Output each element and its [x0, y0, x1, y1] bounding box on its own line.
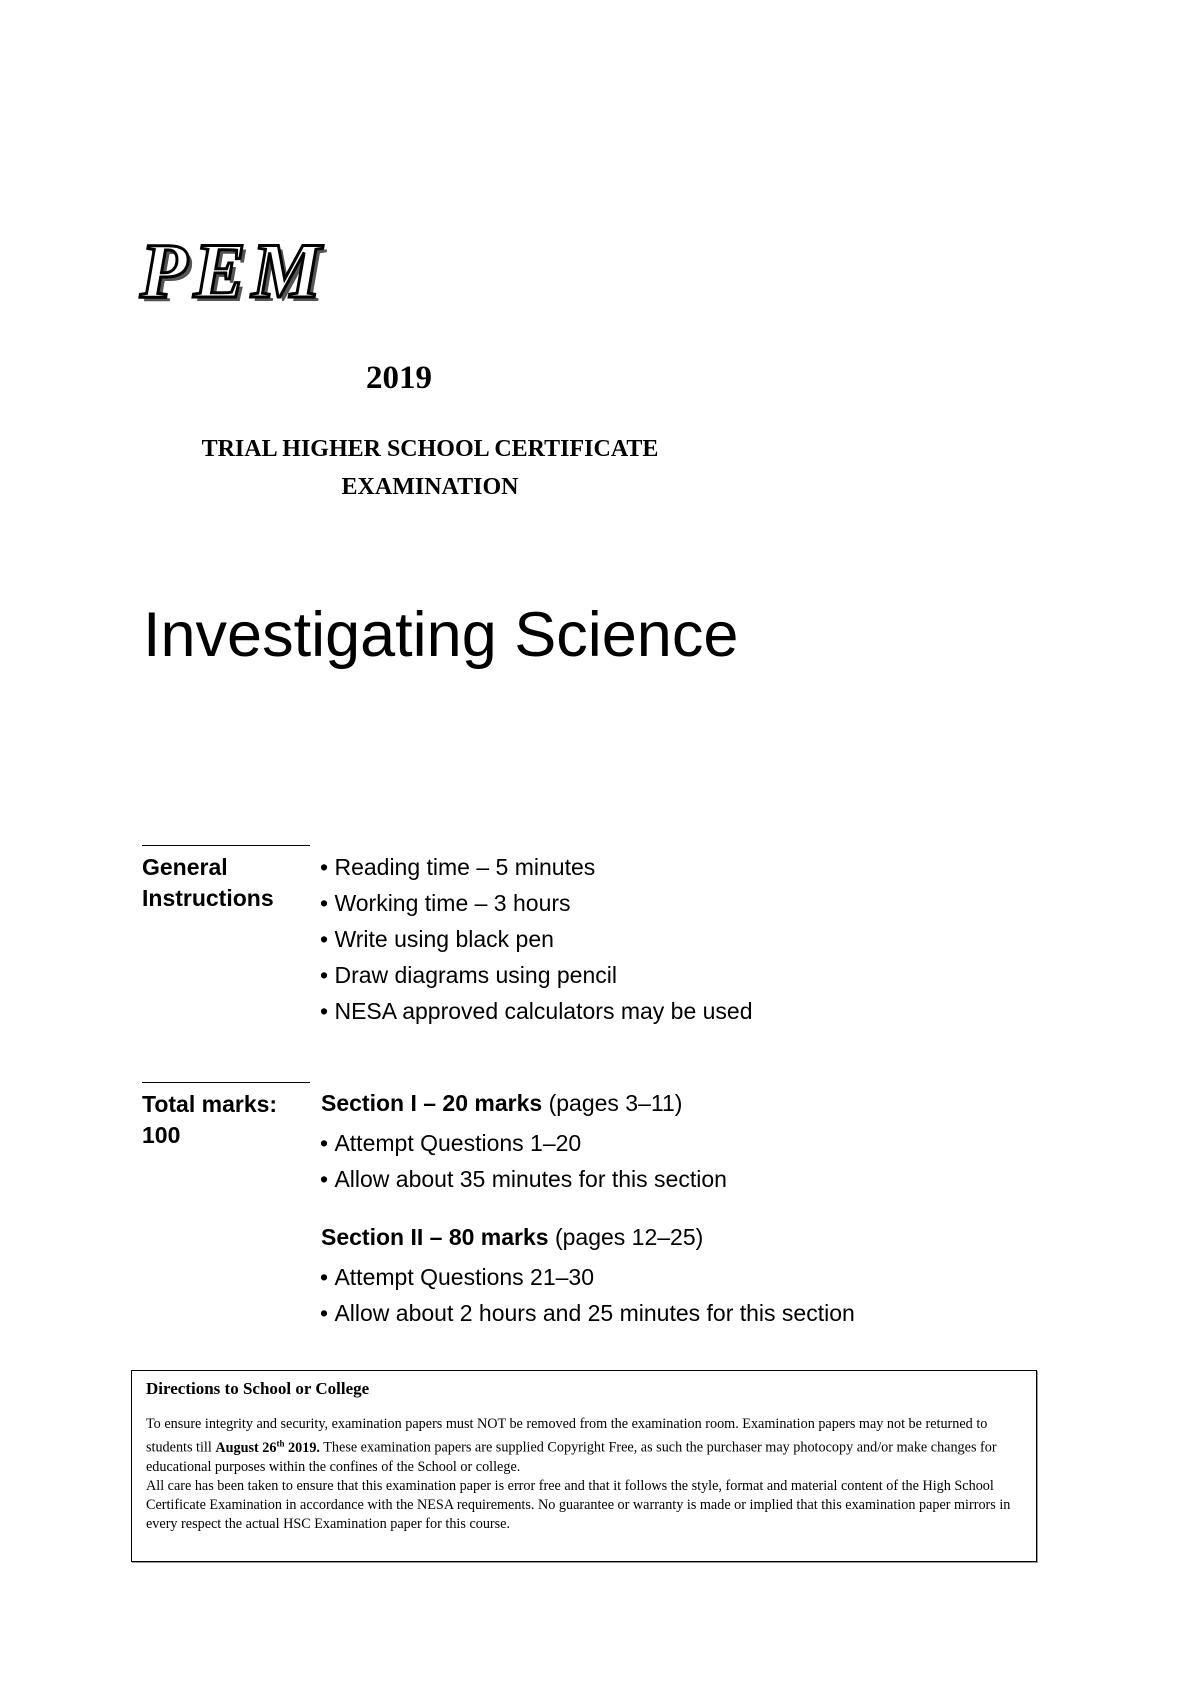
instruction-item: • Draw diagrams using pencil: [320, 957, 753, 993]
directions-paragraph-2: All care has been taken to ensure that this examination paper is error free and that it follows the style, format and material content of the High School Certificate Examination in accordance with the NESA requirements. No guarantee or warranty is made or implied that this examination paper mirrors in every respect the actual HSC Examination paper for this course.: [146, 1477, 1011, 1532]
directions-title: Directions to School or College: [146, 1379, 370, 1398]
exam-title: [150, 430, 710, 506]
instruction-item: • Working time – 3 hours: [320, 885, 753, 921]
general-instructions-rule: [142, 845, 310, 846]
section-1-item: • Allow about 35 minutes for this section: [320, 1161, 727, 1197]
total-marks-rule: [142, 1082, 310, 1083]
subject-title: Investigating Science: [143, 600, 739, 670]
exam-title-line2: EXAMINATION: [341, 474, 519, 500]
directions-box: [131, 1370, 1037, 1562]
section-2-list: [320, 1259, 855, 1331]
section-1-pages: (pages 3–11): [548, 1090, 683, 1116]
section-2-item: • Attempt Questions 21–30: [320, 1259, 855, 1295]
exam-title-line1: TRIAL HIGHER SCHOOL CERTIFICATE: [201, 436, 659, 462]
section-2-title: Section II – 80 marks: [321, 1224, 549, 1250]
section-2-item: • Allow about 2 hours and 25 minutes for this section: [320, 1295, 855, 1331]
section-1-title: Section I – 20 marks: [321, 1090, 543, 1116]
instruction-item: • NESA approved calculators may be used: [320, 993, 753, 1029]
section-2-pages: (pages 12–25): [554, 1224, 704, 1250]
total-marks-label-line2: 100: [142, 1122, 181, 1148]
pem-logo-text: PEM: [140, 227, 328, 314]
section-2-heading: [321, 1222, 703, 1252]
section-1-item: • Attempt Questions 1–20: [320, 1125, 727, 1161]
general-instructions-label-line2: Instructions: [142, 885, 274, 911]
directions-date-year: 2019.: [284, 1439, 320, 1456]
exam-year: 2019: [366, 360, 432, 396]
section-1-list: [320, 1125, 727, 1197]
directions-date: [215, 1440, 320, 1456]
directions-text-1: To ensure integrity and security, examination papers must NOT be removed from the examination room. Examination papers may not be returned to students till: [146, 1416, 988, 1456]
directions-date-suffix: th: [276, 1438, 285, 1448]
general-instructions-label-line1: General: [142, 854, 228, 880]
instruction-item: • Reading time – 5 minutes: [320, 849, 753, 885]
general-instructions-label: [142, 852, 312, 914]
total-marks-label: [142, 1089, 312, 1151]
directions-date-day: August 26: [215, 1439, 277, 1456]
general-instructions-list: [320, 849, 753, 1029]
directions-paragraph-1: [146, 1415, 1020, 1477]
instruction-item: • Write using black pen: [320, 921, 753, 957]
pem-logo: [140, 227, 328, 314]
directions-text-2: These examination papers are supplied Copyright Free, as such the purchaser may photocopy and/or make changes for educational purposes within the confines of the School or college.: [146, 1439, 997, 1475]
section-1-heading: [321, 1088, 682, 1118]
total-marks-label-line1: Total marks:: [142, 1091, 278, 1117]
